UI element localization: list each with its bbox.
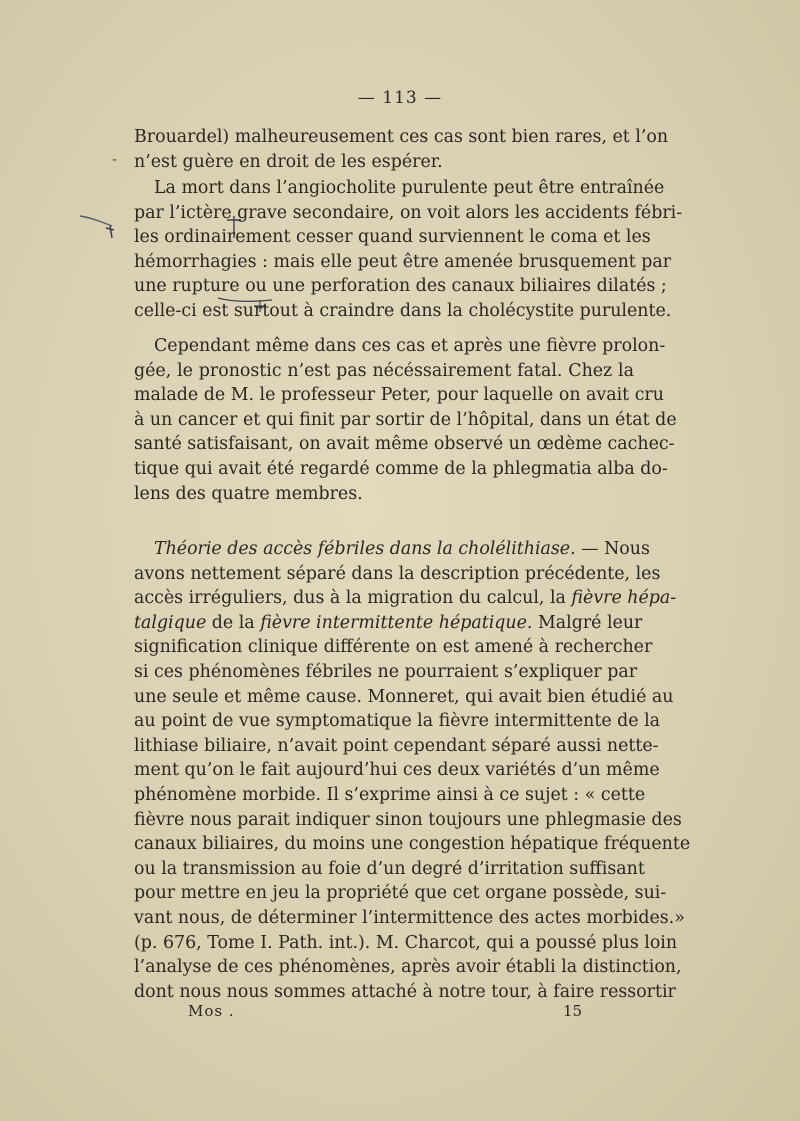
text-line: une rupture ou une perforation des canaux biliaires dilatés ; [134,276,667,297]
text-line: Cependant même dans ces cas et après une fièvre prolon- [154,336,666,356]
text-line: si ces phénomènes fébriles ne pourraient s’expliquer par [134,661,638,682]
section-heading: Théorie des accès fébriles dans la cholélithiase. [154,539,576,559]
text-line: malade de M. le professeur Peter, pour laquelle on avait cru [134,385,664,406]
text-line: avons nettement séparé dans la description précédente, les [134,563,661,584]
text-line: gée, le pronostic n’est pas nécéssairement fatal. Chez la [134,360,634,381]
text-line: La mort dans l’angiocholite purulente peut être entraînée [154,178,665,198]
text-line: dont nous nous sommes attaché à notre tour, à faire ressortir [134,981,676,1002]
text-fragment: — Nous [575,539,650,559]
text-line: (p. 676, Tome I. Path. int.). M. Charcot, qui a poussé plus loin [134,932,678,953]
text-line: lithiase biliaire, n’avait point cependant séparé aussi nette- [134,735,659,756]
paragraph-continuation [134,125,669,174]
section-first-line [134,537,650,562]
text-line: ou la transmission au foie d’un degré d’irritation suffisant [134,858,645,879]
page-number: — 113 — [357,88,443,108]
text-line: par l’ictère grave secondaire, on voit alors les accidents fébri- [134,202,683,223]
text-fragment: Malgré leur [532,612,643,633]
margin-annotation-mark [78,210,124,240]
text-line: les ordinairement cesser quand surviennent le coma et les [134,227,651,248]
text-line: au point de vue symptomatique la fièvre intermittente de la [134,711,661,732]
text-fragment: de la [206,612,261,633]
italic-term: talgique [134,612,207,633]
text-line: l’analyse de ces phénomènes, après avoir établi la distinction, [134,957,682,978]
text-line: fièvre nous parait indiquer sinon toujours une phlegmasie des [134,809,682,830]
footer-signature: Mos . [188,1002,235,1020]
text-line: vant nous, de déterminer l’intermittence des actes morbides.» [134,907,685,928]
text-line: ment qu’on le fait aujourd’hui ces deux variétés d’un même [134,760,660,781]
mixed-line [134,611,643,636]
text-line: à un cancer et qui finit par sortir de l’hôpital, dans un état de [134,409,677,430]
paragraph-pronostic [134,334,677,506]
footer-sheet-number: 15 [563,1002,583,1020]
text-line: hémorrhagies : mais elle peut être amenée brusquement par [134,251,672,272]
text-line: phénomène morbide. Il s’exprime ainsi à ce sujet : « cette [134,784,646,805]
text-line: Brouardel) malheureusement ces cas sont bien rares, et l’on [134,127,669,147]
paragraph-angiocholite [134,176,683,324]
text-fragment: accès irréguliers, dus à la migration du calcul, la [134,588,572,609]
italic-term: fièvre intermittente hépatique. [260,612,533,633]
italic-term: fièvre hépa- [571,588,677,609]
text-line: celle-ci est surtout à craindre dans la cholécystite purulente. [134,300,672,321]
margin-tick-mark: - [112,152,118,168]
text-line: canaux biliaires, du moins une congestion hépatique fréquente [134,834,691,855]
mixed-line [134,586,677,611]
text-line: lens des quatre membres. [134,483,363,504]
text-line: santé satisfaisant, on avait même observé un œdème cachec- [134,434,675,455]
text-line: n’est guère en droit de les espérer. [134,151,443,172]
text-line: pour mettre en jeu la propriété que cet organe possède, sui- [134,883,667,904]
text-line: une seule et même cause. Monneret, qui avait bien étudié au [134,686,674,707]
text-line: signification clinique différente on est amené à rechercher [134,637,653,658]
text-line: tique qui avait été regardé comme de la phlegmatia alba do- [134,458,668,479]
section-theorie [134,537,691,1004]
